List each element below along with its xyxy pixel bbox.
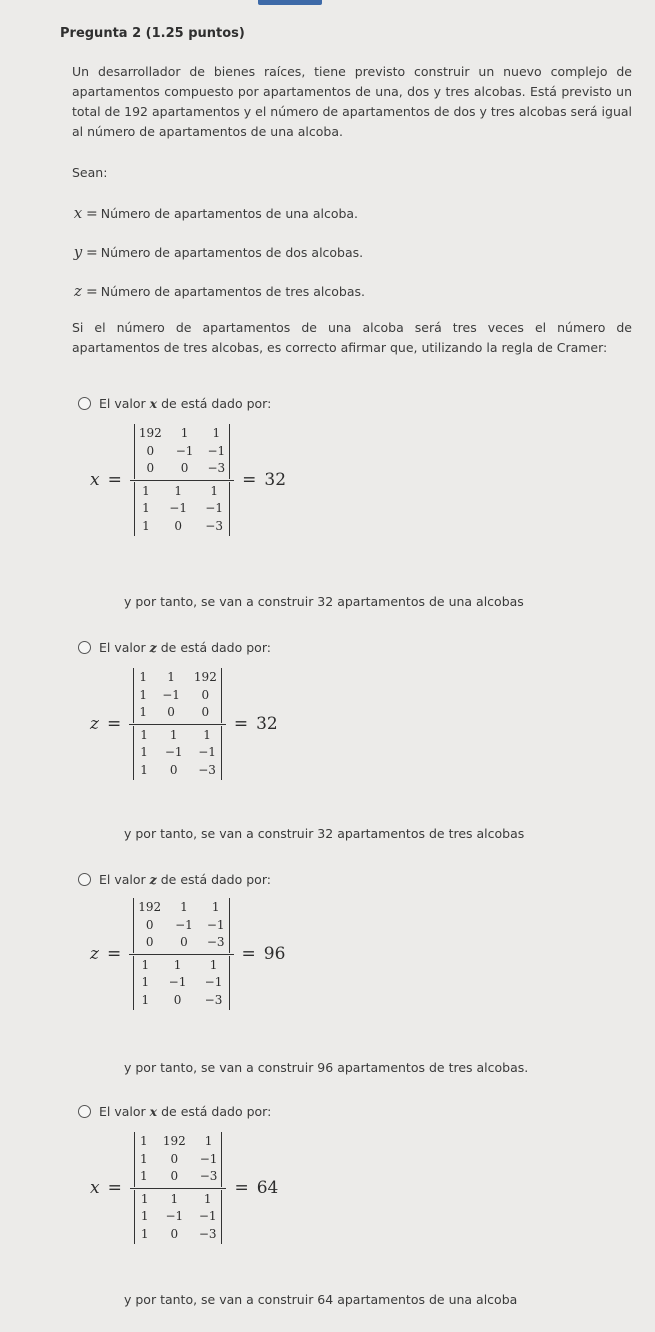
formula-result: 32	[256, 714, 278, 734]
matrix-entry: 1	[180, 426, 189, 440]
variable-y-definition	[72, 243, 363, 261]
formula-lhs: x	[90, 470, 100, 490]
variable-description: Número de apartamentos de tres alcobas.	[100, 284, 366, 299]
matrix-entry: 1	[139, 705, 148, 719]
matrix-entry: 1	[140, 1151, 148, 1166]
matrix-entry: −1	[204, 975, 223, 989]
variable-z-definition	[72, 282, 365, 300]
cramer-fraction	[129, 668, 226, 780]
matrix-entry: 0	[180, 935, 188, 949]
denominator-determinant	[133, 956, 229, 1011]
matrix-entry: 1	[141, 992, 150, 1007]
matrix-entry: −3	[204, 992, 223, 1007]
formula-lhs: z	[90, 944, 99, 964]
matrix-entry: 1	[212, 426, 221, 440]
formula-equals: =	[233, 714, 249, 734]
option-variable: z	[149, 872, 157, 887]
matrix-entry: 0	[167, 705, 175, 719]
matrix-entry: −3	[198, 762, 216, 777]
top-accent-bar	[258, 0, 322, 5]
option-3-conclusion: y por tanto, se van a construir 96 apartamentos de tres alcobas.	[124, 1060, 529, 1075]
matrix-entry: 192	[193, 670, 217, 684]
option-label-pre: El valor	[99, 396, 146, 411]
matrix-entry: 0	[145, 917, 154, 932]
matrix-entry: 1	[139, 687, 148, 702]
matrix-entry: 1	[141, 975, 150, 989]
matrix-entry: 0	[201, 687, 210, 702]
matrix-entry: 0	[170, 1151, 179, 1166]
variable-description: Número de apartamentos de una alcoba.	[100, 206, 359, 221]
option-variable: z	[149, 640, 157, 655]
matrix-entry: 1	[169, 727, 178, 742]
matrix-entry: −1	[175, 917, 193, 932]
formula-result: 32	[264, 470, 287, 490]
option-label-pre: El valor	[99, 1104, 146, 1119]
equals-sign: =	[86, 245, 98, 261]
matrix-entry: −1	[198, 745, 216, 759]
matrix-entry: 1	[174, 483, 182, 498]
option-label-post: de está dado por:	[160, 872, 271, 887]
question-title: Pregunta 2 (1.25 puntos)	[60, 26, 245, 41]
matrix-entry: −1	[207, 443, 226, 458]
option-1-conclusion: y por tanto, se van a construir 32 apartamentos de una alcobas	[124, 594, 524, 609]
matrix-entry: −3	[199, 1169, 218, 1183]
variable-symbol: z	[74, 282, 82, 300]
formula-result: 96	[263, 944, 286, 964]
matrix-entry: 192	[138, 426, 162, 440]
formula-equals: =	[234, 1178, 249, 1198]
matrix-entry: 192	[162, 1134, 186, 1148]
matrix-entry: 1	[140, 1169, 148, 1183]
matrix-entry: 1	[210, 483, 218, 498]
option-label-post: de está dado por:	[161, 396, 272, 411]
matrix-entry: 0	[146, 443, 155, 458]
matrix-entry: −3	[205, 518, 223, 533]
option-variable: x	[149, 1104, 158, 1119]
matrix-entry: −1	[164, 745, 183, 759]
variable-symbol: y	[73, 243, 83, 261]
option-1-formula	[90, 424, 286, 536]
matrix-entry: 1	[140, 1226, 149, 1241]
variable-description: Número de apartamentos de dos alcobas.	[100, 245, 364, 260]
matrix-entry: 0	[170, 1226, 179, 1241]
radio-button[interactable]	[78, 1105, 91, 1118]
cramer-fraction	[129, 898, 233, 1010]
equals-sign: =	[86, 206, 98, 222]
matrix-entry: 1	[141, 957, 150, 972]
matrix-entry: 0	[180, 461, 189, 475]
formula-equals: =	[242, 470, 257, 490]
question-prompt: Si el número de apartamentos de una alcoba será tres veces el número de apartamentos de tres alcobas, es correcto afirmar que, utilizando la regla de Cramer:	[72, 320, 632, 355]
matrix-entry: −3	[198, 1226, 217, 1241]
matrix-entry: 1	[142, 501, 150, 515]
matrix-entry: −1	[206, 917, 225, 932]
matrix-entry: −1	[199, 1151, 218, 1166]
option-3[interactable]	[78, 872, 271, 887]
numerator-determinant	[134, 1132, 223, 1187]
question-statement: Un desarrollador de bienes raíces, tiene previsto construir un nuevo complejo de apartamentos compuesto por apartamentos de una, dos y tres alcobas. Está previsto un total de 192 apartamentos y el número de apartamentos de dos y tres alcobas será igual al número de apartamentos de una alcoba.	[72, 64, 632, 139]
matrix-entry: 0	[170, 1169, 179, 1183]
denominator-determinant	[133, 726, 222, 781]
fraction-bar	[130, 1188, 227, 1189]
matrix-entry: 1	[180, 900, 188, 914]
radio-button[interactable]	[78, 873, 91, 886]
matrix-entry: 1	[140, 762, 148, 777]
option-2[interactable]	[78, 640, 271, 655]
matrix-entry: 1	[139, 670, 148, 684]
matrix-entry: −3	[206, 935, 225, 949]
option-label-post: de está dado por:	[160, 640, 271, 655]
matrix-entry: 1	[173, 957, 182, 972]
matrix-entry: 1	[167, 670, 175, 684]
matrix-entry: −3	[207, 461, 226, 475]
matrix-entry: 1	[142, 483, 150, 498]
numerator-determinant	[133, 898, 229, 953]
matrix-entry: −1	[162, 687, 180, 702]
formula-equals: =	[107, 470, 122, 490]
matrix-entry: 1	[204, 1134, 213, 1148]
formula-result: 64	[256, 1178, 279, 1198]
matrix-entry: 1	[142, 518, 150, 533]
sean-label: Sean:	[72, 165, 108, 180]
formula-equals: =	[107, 1178, 122, 1198]
matrix-entry: 1	[170, 1191, 179, 1206]
matrix-entry: 1	[140, 727, 148, 742]
option-2-conclusion: y por tanto, se van a construir 32 apartamentos de tres alcobas	[124, 826, 525, 841]
formula-equals: =	[106, 714, 122, 734]
option-label-pre: El valor	[99, 872, 146, 887]
denominator-determinant	[134, 1190, 223, 1245]
matrix-entry: 0	[145, 935, 154, 949]
option-1[interactable]	[78, 396, 271, 411]
formula-equals: =	[106, 944, 122, 964]
formula-equals: =	[241, 944, 256, 964]
option-2-formula	[90, 668, 278, 780]
matrix-entry: 1	[140, 1209, 149, 1223]
equals-sign: =	[86, 284, 98, 300]
radio-button[interactable]	[78, 397, 91, 410]
matrix-entry: 1	[140, 1134, 148, 1148]
matrix-entry: 192	[138, 900, 162, 914]
matrix-entry: −1	[165, 1209, 184, 1223]
matrix-entry: 1	[140, 745, 148, 759]
option-4-conclusion: y por tanto, se van a construir 64 apartamentos de una alcoba	[124, 1292, 518, 1307]
radio-button[interactable]	[78, 641, 91, 654]
matrix-entry: 1	[140, 1191, 149, 1206]
matrix-entry: 0	[169, 762, 178, 777]
matrix-entry: 1	[203, 1191, 212, 1206]
option-4-formula	[90, 1132, 278, 1244]
matrix-entry: 1	[203, 727, 211, 742]
matrix-entry: 0	[173, 992, 182, 1007]
variable-symbol: x	[73, 204, 83, 222]
option-variable: x	[149, 396, 158, 411]
formula-lhs: z	[90, 714, 99, 734]
option-label-post: de está dado por:	[161, 1104, 272, 1119]
formula-lhs: x	[90, 1178, 100, 1198]
numerator-determinant	[133, 668, 222, 723]
matrix-entry: 0	[201, 705, 210, 719]
option-3-formula	[90, 898, 285, 1010]
cramer-fraction	[130, 1132, 227, 1244]
matrix-entry: −1	[198, 1209, 217, 1223]
matrix-entry: 1	[209, 957, 218, 972]
numerator-determinant	[134, 424, 230, 479]
cramer-fraction	[130, 424, 234, 536]
fraction-bar	[129, 724, 226, 725]
variable-x-definition	[72, 204, 358, 222]
matrix-entry: −1	[175, 443, 194, 458]
matrix-entry: −1	[169, 501, 187, 515]
fraction-bar	[129, 954, 233, 955]
matrix-entry: 0	[174, 518, 182, 533]
option-label-pre: El valor	[99, 640, 146, 655]
matrix-entry: 0	[146, 461, 155, 475]
matrix-entry: 1	[211, 900, 220, 914]
matrix-entry: −1	[205, 501, 223, 515]
denominator-determinant	[134, 482, 230, 537]
matrix-entry: −1	[168, 975, 187, 989]
fraction-bar	[130, 480, 234, 481]
option-4[interactable]	[78, 1104, 271, 1119]
